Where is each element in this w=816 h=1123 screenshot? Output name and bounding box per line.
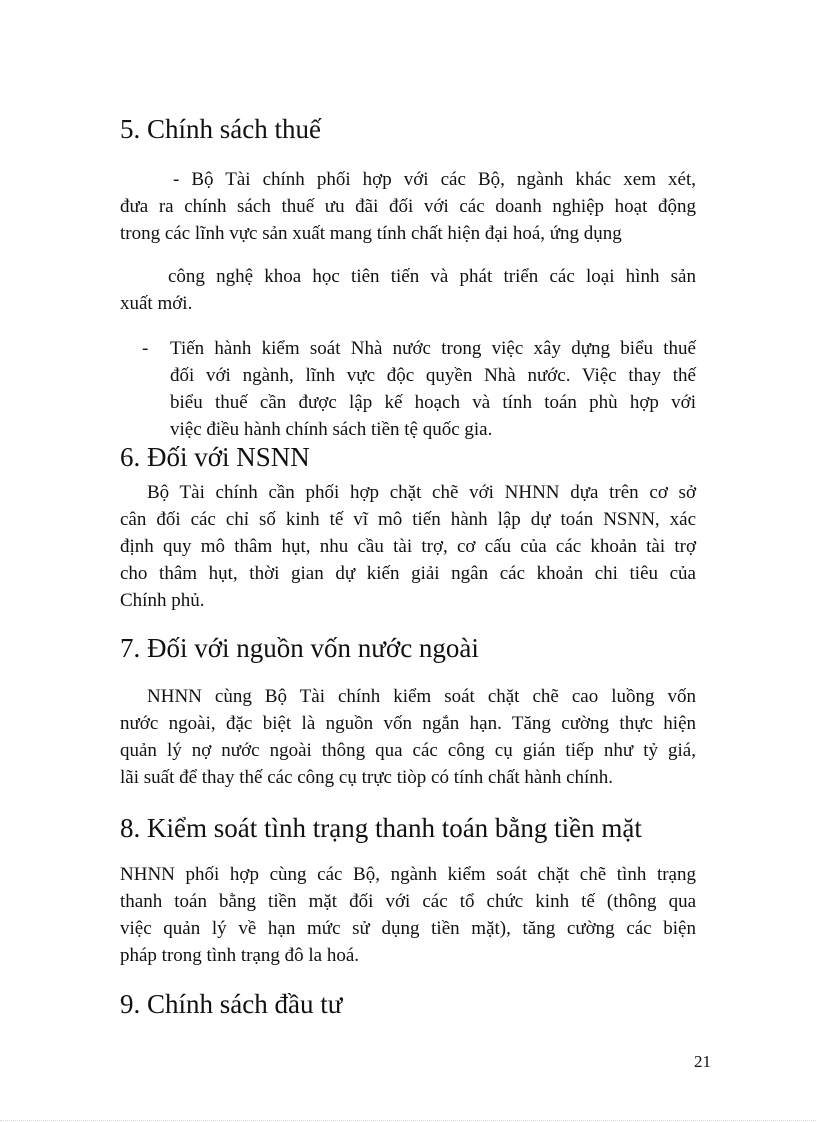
paragraph-line: Chính phủ. [120,590,205,611]
paragraph-line: công nghệ khoa học tiên tiến và phát triển các loại hình sản [168,266,696,287]
paragraph-line: quản lý nợ nước ngoài thông qua các công cụ gián tiếp như tỷ giá, [120,740,696,761]
paragraph-line: pháp trong tình trạng đô la hoá. [120,945,360,966]
paragraph-line: - Bộ Tài chính phối hợp với các Bộ, ngành khác xem xét, [173,169,696,190]
paragraph-line: cho thâm hụt, thời gian dự kiến giải ngân các khoản chi tiêu của [120,563,696,584]
section-8-heading: 8. Kiểm soát tình trạng thanh toán bằng tiền mặt [120,813,642,843]
paragraph-line: nước ngoài, đặc biệt là nguồn vốn ngắn hạn. Tăng cường thực hiện [120,713,696,734]
section-6-heading: 6. Đối với NSNN [120,442,310,472]
paragraph-line: việc điều hành chính sách tiền tệ quốc gia. [170,419,493,440]
section-6-paragraph [120,479,696,614]
paragraph-line: việc quản lý về hạn mức sử dụng tiền mặt), tăng cường các biện [120,918,696,939]
section-8-paragraph [120,861,696,969]
paragraph-line: cân đối các chỉ số kinh tế vĩ mô tiến hành lập dự toán NSNN, xác [120,509,696,530]
bullet-text [170,335,696,443]
section-7-heading: 7. Đối với nguồn vốn nước ngoài [120,633,479,663]
paragraph-line: Tiến hành kiểm soát Nhà nước trong việc xây dựng biểu thuế [170,338,696,359]
paragraph-line: NHNN cùng Bộ Tài chính kiểm soát chặt chẽ cao luồng vốn [147,686,696,707]
paragraph-line: thanh toán bằng tiền mặt đối với các tổ chức kinh tế (thông qua [120,891,696,912]
paragraph-line: đối với ngành, lĩnh vực độc quyền Nhà nước. Việc thay thế [170,365,696,386]
section-5-paragraph-1 [120,166,696,247]
section-7-paragraph [120,683,696,791]
section-9-heading: 9. Chính sách đầu tư [120,989,343,1019]
paragraph-line: lãi suất để thay thế các công cụ trực tiòp có tính chất hành chính. [120,767,614,788]
bullet-dash: - [142,338,149,359]
page-bottom-divider [0,1120,816,1121]
paragraph-line: định quy mô thâm hụt, nhu cầu tài trợ, cơ cấu của các khoản tài trợ [120,536,696,557]
paragraph-line: Bộ Tài chính cần phối hợp chặt chẽ với NHNN dựa trên cơ sở [147,482,696,503]
paragraph-line: biểu thuế cần được lập kế hoạch và tính toán phù hợp với [170,392,696,413]
section-5-paragraph-2 [120,263,696,317]
paragraph-line: trong các lĩnh vực sản xuất mang tính chất hiện đại hoá, ứng dụng [120,223,622,244]
section-5-heading: 5. Chính sách thuế [120,114,321,144]
paragraph-line: NHNN phối hợp cùng các Bộ, ngành kiểm soát chặt chẽ tình trạng [120,864,696,885]
page-number: 21 [694,1052,711,1071]
paragraph-line: đưa ra chính sách thuế ưu đãi đối với các doanh nghiệp hoạt động [120,196,696,217]
paragraph-line: xuất mới. [120,293,193,314]
